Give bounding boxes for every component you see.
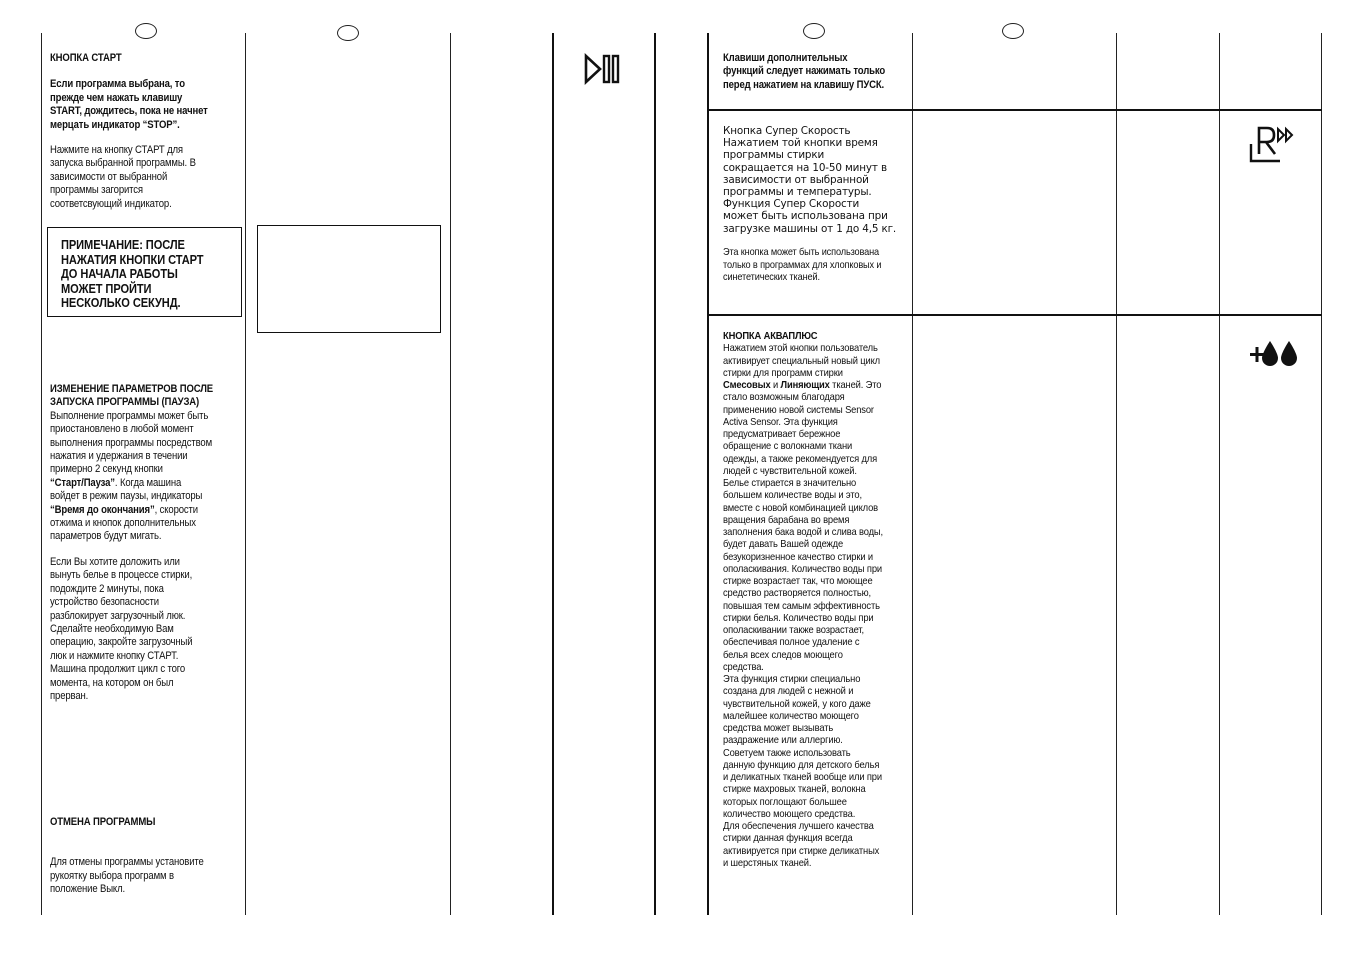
column-rule <box>1321 33 1322 915</box>
aquaplus-title: КНОПКА АКВАПЛЮС <box>723 331 818 342</box>
aquaplus-body <box>723 343 908 870</box>
column-rule <box>1116 33 1117 915</box>
aquaplus-icon <box>1248 337 1300 369</box>
aquaplus-section <box>723 331 908 870</box>
extra-keys-text: Клавиши дополнительных функций следует нажимать только перед нажатием на клавишу ПУСК. <box>723 52 886 91</box>
column-rule <box>245 33 246 915</box>
aquaplus-body-part: и <box>770 380 781 391</box>
start-section <box>50 52 244 211</box>
start-pause-icon <box>584 53 622 85</box>
start-title: КНОПКА СТАРТ <box>50 52 122 64</box>
super-speed-note <box>723 247 908 285</box>
column-rule <box>1219 33 1220 915</box>
super-speed-section <box>723 125 923 235</box>
super-speed-icon <box>1246 123 1298 167</box>
column-rule <box>450 33 451 915</box>
column-rule <box>654 33 656 915</box>
extra-keys-note <box>723 52 912 92</box>
column-rule <box>707 33 709 915</box>
pause-body <box>50 410 244 544</box>
pause-title: ИЗМЕНЕНИЕ ПАРАМЕТРОВ ПОСЛЕ ЗАПУСКА ПРОГРАММЫ (ПАУЗА) <box>50 383 214 409</box>
column-rule <box>552 33 554 915</box>
cancel-section <box>50 816 244 897</box>
mixed-fabrics-label: Смесовых <box>723 380 771 391</box>
pause-body-part: . Когда машина войдет в режим паузы, индикаторы <box>50 476 203 503</box>
fading-fabrics-label: Линяющих <box>780 380 830 391</box>
empty-frame <box>257 225 441 333</box>
cancel-body: Для отмены программы установите рукоятку выбора программ в положение Выкл. <box>50 856 204 896</box>
section-divider <box>707 314 1322 316</box>
language-marker-oval-3 <box>803 23 825 39</box>
pause-body-reload: Если Вы хотите доложить или вынуть белье в процессе стирки, подождите 2 минуты, пока устройство безопасности разблокирует загрузочный люк. Сделайте необходимую Вам операцию, закройте загрузочный люк и нажмите кнопку СТАРТ. Машина продолжит цикл с того момента, на котором он был прерван. <box>50 555 193 702</box>
pause-body-part: , скорости отжима и кнопок дополнительных параметров будут мигать. <box>50 503 198 543</box>
pause-section <box>50 383 244 703</box>
column-rule <box>41 33 42 915</box>
super-speed-title: Кнопка Супер Скорость <box>723 125 851 137</box>
note-box <box>47 227 242 317</box>
super-speed-note-text: Эта кнопка может быть использована только в программах для хлопковых и синететических тканей. <box>723 247 882 284</box>
language-marker-oval-4 <box>1002 23 1024 39</box>
cancel-title: ОТМЕНА ПРОГРАММЫ <box>50 816 156 828</box>
start-warning: Если программа выбрана, то прежде чем нажать клавишу START, дождитесь, пока не начнет мерцать индикатор “STOP”. <box>50 78 208 131</box>
time-left-label: “Время до окончания” <box>50 503 155 516</box>
super-speed-body: Нажатием той кнопки время программы стирки сокращается на 10-50 минут в зависимости от выбранной программы и температуры. Функция Супер Скорости может быть использована при загрузке машины от 1 до 4,5 кг. <box>723 137 897 235</box>
start-body: Нажмите на кнопку СТАРТ для запуска выбранной программы. В зависимости от выбранной программы загорится соответсвующий индикатор. <box>50 144 196 210</box>
aquaplus-body-part: Нажатием этой кнопки пользователь активирует специальный новый цикл стирки для программ стирки <box>723 343 880 379</box>
language-marker-oval-1 <box>135 23 157 39</box>
aquaplus-body-part: тканей. Это стало возможным благодаря применению новой системы Sensor Activa Sensor. Эта функция предусматривает бережное обращение с волокнами ткани одежды, а также рекомендуется для людей с чувствительной кожей. Белье стирается в значительно большем количестве воды и это, вместе с новой комбинацией циклов вращения барабана во время заполнения бака водой и слива воды, будет давать Вашей одежде безукоризненное качество стирки и ополаскивания. Количество воды при стирке возрастает так, что моющее средство растворяется полностью, повышая тем самым эффективность стирки белья. Количество воды при ополаскивании также возрастает, обеспечивая полное удаление с белья всех следов моющего средства. Эта функция стирки специально создана для людей с нежной и чувствительной кожей, у кого даже малейшее количество моющего средства может вызывать раздражение или аллергию. Советуем также использовать данную функцию для детского белья и деликатных тканей вообще или при стирке махровых тканей, волокна которых поглощают большее количество моющего средства. Для обеспечения лучшего качества стирки данная функция всегда активируется при стирке деликатных и шерстяных тканей. <box>723 380 883 869</box>
start-pause-label: “Старт/Пауза” <box>50 476 115 489</box>
section-divider <box>707 109 1322 111</box>
pause-body-part: Выполнение программы может быть приостановлено в любой момент выполнения программы посредством нажатия и удержания в течении примерно 2 секунд кнопки <box>50 409 212 476</box>
note-text: ПРИМЕЧАНИЕ: ПОСЛЕ НАЖАТИЯ КНОПКИ СТАРТ ДО НАЧАЛА РАБОТЫ МОЖЕТ ПРОЙТИ НЕСКОЛЬКО СЕКУНД. <box>61 238 204 311</box>
language-marker-oval-2 <box>337 25 359 41</box>
